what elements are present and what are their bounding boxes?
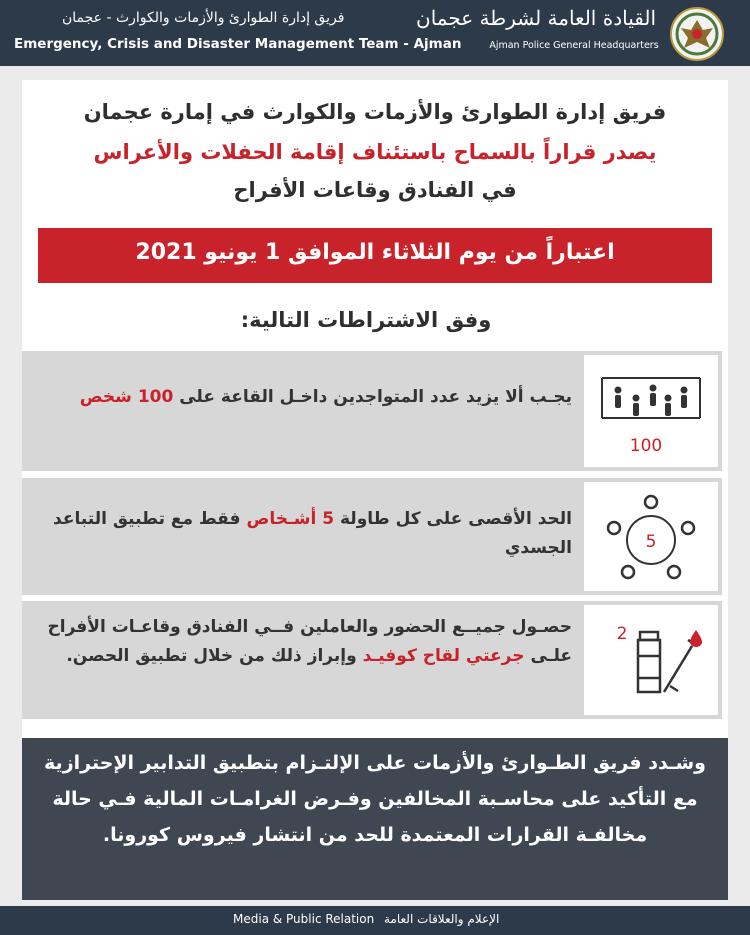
condition-1-text	[42, 383, 572, 412]
condition-3-text-a: حصـول جميــع الحضور والعاملين فــي الفنادق وقاعـات الأفراح علـى	[47, 617, 572, 666]
team-name-arabic: فريق إدارة الطوارئ والأزمات والكوارث - عجمان	[62, 10, 345, 26]
team-name-english: Emergency, Crisis and Disaster Management Team - Ajman	[14, 36, 462, 52]
headline-line-3: في الفنادق وقاعات الأفراح	[233, 178, 517, 202]
footer-english: Media & Public Relation	[233, 912, 375, 926]
police-name-english: Ajman Police General Headquarters	[489, 40, 659, 51]
hall-capacity-icon	[598, 368, 704, 428]
headline-line-2: يصدر قراراً بالسماح باستئناف إقامة الحفلات والأعراس	[93, 140, 657, 164]
footer-bar	[0, 906, 750, 935]
conditions-heading: وفق الاشتراطات التالية:	[240, 308, 492, 332]
condition-1-icon-number: 100	[629, 436, 663, 456]
police-emblem-icon	[668, 6, 726, 62]
condition-3-text-b: وإبراز ذلك من خلال تطبيق الحصن.	[66, 646, 357, 666]
condition-3-icon-number: 2	[616, 624, 628, 644]
footer-arabic: الإعلام والعلاقات العامة	[384, 912, 500, 926]
condition-3-highlight: جرعتي لقاح كوفيـد	[362, 646, 525, 666]
headline-line-1: فريق إدارة الطوارئ والأزمات والكوارث في إمارة عجمان	[83, 100, 667, 124]
condition-3-text	[42, 613, 572, 671]
vaccine-icon	[630, 622, 704, 700]
condition-2-icon-number: 5	[645, 532, 657, 552]
date-banner-text: اعتباراً من يوم الثلاثاء الموافق 1 يونيو 2021	[135, 240, 615, 265]
condition-2-text-b: فقط مع تطبيق التباعد الجسدي	[53, 509, 572, 558]
condition-2-text-a: الحد الأقصى على كل طاولة	[340, 509, 572, 529]
closing-statement-text: وشـدد فريق الطـوارئ والأزمات على الإلتـزام بتطبيق التدابير الإحترازية مع التأكيد على محاسـبة المخالفين وفـرض الغرامـات المالية فـي حالة مخالفـة القرارات المعتمدة للحد من انتشار فيروس كورونا.	[44, 752, 706, 846]
condition-1-highlight: 100 شخص	[79, 387, 174, 407]
condition-1-text-a: يجـب ألا يزيد عدد المتواجدين داخـل القاعة على	[179, 387, 572, 407]
condition-2-highlight: 5 أشـخاص	[246, 509, 335, 529]
police-name-arabic: القيادة العامة لشرطة عجمان	[416, 6, 656, 30]
condition-2-text	[42, 505, 572, 563]
